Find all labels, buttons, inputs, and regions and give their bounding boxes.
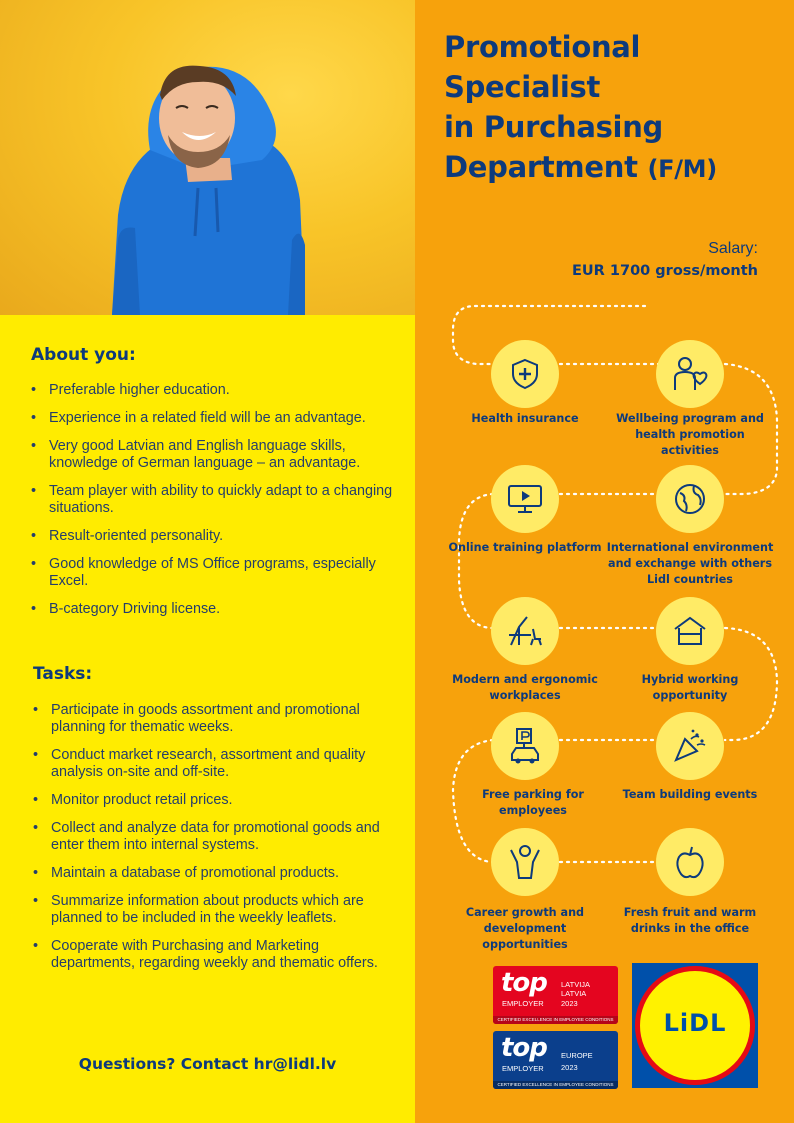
lidl-logo [632,963,758,1088]
about-heading: About you: [31,345,136,365]
benefit-label: Online training platform [448,541,602,554]
title-suffix: (F/M) [647,155,717,183]
tasks-list [33,702,405,983]
salary-label: Salary: [708,240,758,257]
contact-line: Questions? Contact hr@lidl.lv [78,1055,337,1073]
party-popper-icon [656,712,724,780]
title-line-2: Specialist [444,70,601,104]
benefit-label: Career growth and development opportunities [465,906,585,951]
globe-icon [656,465,724,533]
list-item: • Preferable higher education. [31,382,406,399]
benefit-label: Fresh fruit and warm drinks in the office [623,906,757,935]
employee-photo [0,0,415,315]
badge-employer: EMPLOYER [502,1064,544,1073]
desk-chair-icon [491,597,559,665]
benefit-label: Free parking for employees [482,788,584,817]
badge-region: LATVIJA [561,980,591,989]
top-employer-latvia-badge [493,966,618,1024]
list-item: • Participate in goods assortment and promotional planning for thematic weeks. [33,702,405,736]
benefit-label: Hybrid working opportunity [641,673,739,702]
badge-top-word: top [501,1033,547,1063]
badge-cert: CERTIFIED EXCELLENCE IN EMPLOYEE CONDITIONS [493,1016,618,1024]
benefit-label: Wellbeing program and health promotion activities [616,412,764,457]
list-item: • Cooperate with Purchasing and Marketing departments, regarding weekly and thematic offers. [33,938,405,972]
benefit-label: Health insurance [471,412,579,425]
house-icon [656,597,724,665]
person-heart-icon [656,340,724,408]
apple-icon [656,828,724,896]
list-item: • Conduct market research, assortment and quality analysis on-site and off-site. [33,747,405,781]
shield-cross-icon [491,340,559,408]
badge-region: EUROPE [561,1051,593,1060]
badge-region-en: LATVIA [561,989,587,998]
monitor-play-icon [491,465,559,533]
benefit-label: Team building events [622,788,758,801]
title-line-1: Promotional [444,30,641,64]
logo-text: LiDL [663,1009,727,1037]
benefit-label: International environment and exchange with others Lidl countries [606,541,774,586]
parking-car-icon [491,712,559,780]
person-arms-up-icon [491,828,559,896]
badge-top-word: top [501,968,547,998]
list-item: • Summarize information about products which are planned to be included in the weekly leaflets. [33,893,405,927]
badge-year: 2023 [561,999,578,1008]
list-item: • Very good Latvian and English language skills, knowledge of German language – an advantage. [31,438,406,472]
list-item: • Team player with ability to quickly adapt to a changing situations. [31,483,406,517]
badge-employer: EMPLOYER [502,999,544,1008]
tasks-heading: Tasks: [33,664,93,684]
benefit-label: Modern and ergonomic workplaces [452,673,598,702]
list-item: • Monitor product retail prices. [33,792,405,809]
badge-year: 2023 [561,1063,578,1072]
list-item: • Experience in a related field will be an advantage. [31,410,406,427]
list-item: • Good knowledge of MS Office programs, especially Excel. [31,556,406,590]
title-department: Department [444,150,638,184]
list-item: • Maintain a database of promotional products. [33,865,405,882]
list-item: • Collect and analyze data for promotional goods and enter them into internal systems. [33,820,405,854]
badge-cert: CERTIFIED EXCELLENCE IN EMPLOYEE CONDITIONS [493,1081,618,1089]
about-list [31,382,406,629]
salary-value: EUR 1700 gross/month [572,263,758,279]
top-employer-europe-badge [493,1031,618,1089]
list-item: • Result-oriented personality. [31,528,406,545]
title-line-3: in Purchasing [444,110,663,144]
list-item: • B-category Driving license. [31,601,406,618]
